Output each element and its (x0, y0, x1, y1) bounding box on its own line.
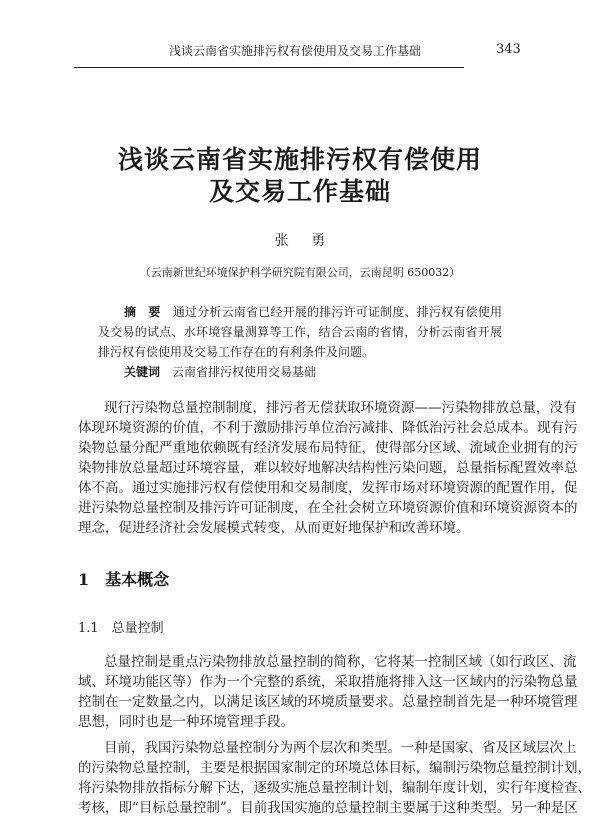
intro-line: 理念，促进经济社会发展模式转变，从而更好地保护和改善环境。 (78, 520, 470, 536)
intro-line: 体不高。通过实施排污权有偿使用和交易制度，发挥市场对环境资源的配置作用，促 (78, 480, 578, 496)
para-line: 总量控制是重点污染物排放总量控制的简称，它将某一控制区域（如行政区、流 (104, 654, 577, 670)
abstract-label: 摘 要 (124, 305, 161, 319)
paper-title-line-2: 及交易工作基础 (208, 177, 391, 206)
para-line: 域、环境功能区等）作为一个完整的系统，采取措施将排入这一区域内的污染物总量 (78, 674, 578, 690)
intro-line: 现行污染物总量控制制度，排污者无偿获取环境资源——污染物排放总量，没有 (104, 400, 577, 416)
header-rule (74, 67, 464, 68)
intro-line: 进污染物总量控制及排污许可证制度，在全社会树立环境资源价值和环境资源资本的 (78, 500, 578, 516)
running-header: 浅谈云南省实施排污权有偿使用及交易工作基础 (168, 44, 421, 58)
page-number: 343 (496, 42, 521, 57)
paper-title-line-1: 浅谈云南省实施排污权有偿使用 (117, 145, 482, 174)
abstract-line: 及交易的试点、水环境容量测算等工作，结合云南的省情，分析云南省开展 (98, 325, 502, 339)
para-line: 将污染物排放指标分解下达，逐级实施总量控制计划，编制年度计划，实行年度检查、 (78, 780, 591, 796)
author: 张 勇 (274, 233, 326, 249)
subsection-heading: 1.1 总量控制 (78, 621, 164, 636)
para-line: 思想，同时也是一种环境管理手段。 (78, 714, 294, 730)
para-line: 考核，即“目标总量控制”。目前我国实施的总量控制主要属于这种类型。另一种是区 (78, 800, 578, 816)
keywords-text: 云南省排污权使用交易基础 (172, 365, 317, 379)
keywords-label: 关键词 (124, 365, 161, 379)
para-line: 的污染物总量控制，主要是根据国家制定的环境总体目标，编制污染物总量控制计划， (78, 760, 591, 776)
keywords (124, 363, 502, 381)
section-heading: 1 基本概念 (78, 570, 170, 589)
para-line: 目前，我国污染物总量控制分为两个层次和类型。一种是国家、省及区域层次上 (104, 740, 577, 756)
intro-line: 体现环境资源的价值，不利于激励排污单位治污减排、降低治污社会总成本。现有污 (78, 420, 578, 436)
intro-line: 染物总量分配严重地依赖既有经济发展布局特征，使得部分区域、流域企业拥有的污 (78, 440, 578, 456)
affiliation: （云南新世纪环境保护科学研究院有限公司，云南昆明 650032） (139, 266, 461, 279)
para-line: 控制在一定数量之内，以满足该区域的环境质量要求。总量控制首先是一种环境管理 (78, 694, 578, 710)
abstract-line: 排污权有偿使用及交易工作存在的有利条件及问题。 (98, 345, 375, 359)
abstract-line: 摘 要 通过分析云南省已经开展的排污许可证制度、排污权有偿使用 (124, 305, 502, 319)
intro-line: 染物排放总量超过环境容量，难以较好地解决结构性污染问题，总量指标配置效率总 (78, 460, 578, 476)
